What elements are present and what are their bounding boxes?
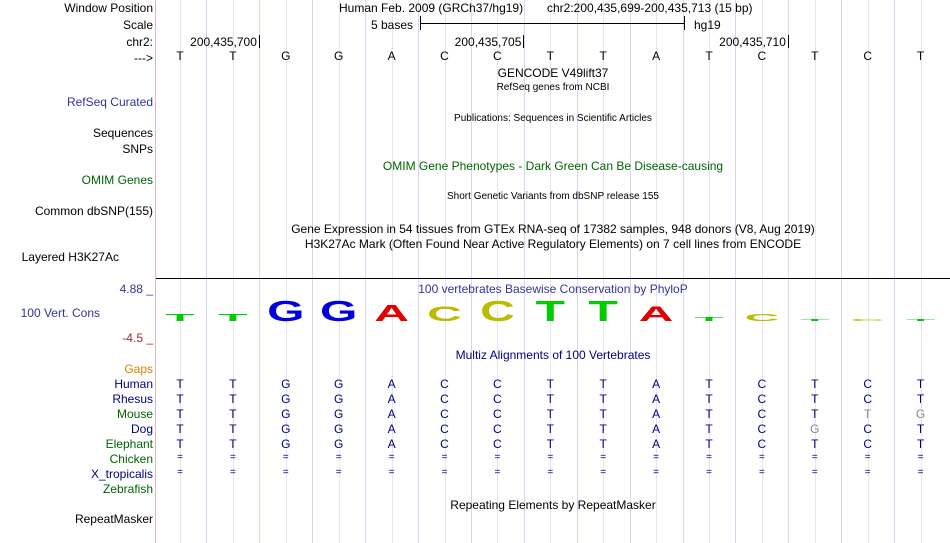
alignment-base: T <box>864 407 872 421</box>
alignment-base: T <box>916 422 925 436</box>
conservation-letter: T <box>535 298 565 328</box>
alignment-base: T <box>176 422 184 436</box>
alignment-base: = <box>864 467 871 478</box>
alignment-base: G <box>334 407 344 421</box>
alignment-base: = <box>494 467 501 478</box>
alignment-base: = <box>547 452 554 463</box>
reference-base: C <box>757 49 767 63</box>
alignment-base: T <box>705 407 713 421</box>
gridline <box>630 0 631 543</box>
species-label[interactable]: Elephant <box>105 437 153 451</box>
gridline <box>259 0 260 543</box>
repeatmasker-track-description: Repeating Elements by RepeatMasker <box>450 498 656 512</box>
conservation-letter: C <box>480 298 515 328</box>
alignment-base: T <box>546 422 554 436</box>
scale-text: 5 bases <box>371 18 414 32</box>
alignment-base: A <box>652 437 661 451</box>
alignment-base: T <box>176 392 184 406</box>
alignment-base: = <box>811 452 818 463</box>
alignment-base: C <box>440 422 449 436</box>
phylop-track-description: 100 vertebrates Basewise Conservation by PhyloP <box>418 282 688 296</box>
alignment-base: = <box>706 452 712 463</box>
window-position-label: Window Position <box>64 1 153 15</box>
conservation-logo <box>156 298 950 338</box>
alignment-base: C <box>440 437 449 451</box>
alignment-base: C <box>757 392 767 406</box>
alignment-base: = <box>282 467 289 478</box>
conservation-letter: G <box>267 298 305 328</box>
gridline <box>206 0 207 543</box>
alignment-base: G <box>915 407 926 421</box>
alignment-base: T <box>705 437 713 451</box>
alignment-base: = <box>917 467 924 478</box>
alignment-base: T <box>229 437 237 451</box>
strand-label: ---> <box>134 51 153 65</box>
species-label[interactable]: Chicken <box>109 452 153 466</box>
alignment-base: = <box>653 452 660 463</box>
alignment-base: G <box>810 422 820 436</box>
omim-track-description: OMIM Gene Phenotypes - Dark Green Can Be Disease-causing <box>382 159 724 173</box>
species-label[interactable]: Mouse <box>116 407 153 421</box>
alignment-base: T <box>229 392 237 406</box>
scale-label: Scale <box>122 18 153 32</box>
alignment-base: = <box>229 467 236 478</box>
gridline <box>312 0 313 543</box>
alignment-base: C <box>493 437 502 451</box>
alignment-base: C <box>493 392 502 406</box>
position-readout: chr2:200,435,699-200,435,713 (15 bp) <box>547 1 753 15</box>
snps-label[interactable]: SNPs <box>122 142 153 156</box>
alignment-base: T <box>599 392 607 406</box>
conservation-letter: T <box>694 315 724 323</box>
alignment-base: C <box>863 377 873 391</box>
refseq-track-label[interactable]: RefSeq Curated <box>66 95 153 109</box>
alignment-base: C <box>493 377 502 391</box>
alignment-base: T <box>229 377 237 391</box>
reference-base: T <box>705 49 713 63</box>
alignment-base: = <box>335 452 342 463</box>
conservation-letter: A <box>374 300 409 326</box>
gencode-track-title[interactable]: GENCODE V49lift37 <box>497 66 609 80</box>
alignment-base: G <box>281 377 291 391</box>
alignment-base: T <box>811 407 819 421</box>
omim-track-label[interactable]: OMIM Genes <box>81 173 153 187</box>
alignment-base: = <box>758 467 765 478</box>
coordinate-tick <box>788 35 789 48</box>
alignment-base: C <box>863 392 873 406</box>
alignment-base: = <box>335 467 342 478</box>
alignment-base: = <box>547 467 554 478</box>
alignment-base: = <box>441 467 448 478</box>
alignment-base: G <box>281 407 291 421</box>
alignment-base: T <box>176 407 184 421</box>
conservation-letter: T <box>165 312 195 324</box>
alignment-base: T <box>705 392 713 406</box>
coordinate-label: 200,435,705 <box>454 35 522 49</box>
reference-base: T <box>811 49 819 63</box>
reference-base: G <box>281 49 291 63</box>
alignment-base: T <box>916 377 925 391</box>
alignment-base: C <box>493 407 502 421</box>
conservation-letter: C <box>427 301 462 326</box>
alignment-base: A <box>387 422 396 436</box>
alignment-base: T <box>811 392 819 406</box>
conservation-letter: T <box>218 312 248 324</box>
alignment-base: = <box>706 467 712 478</box>
publications-track-description: Publications: Sequences in Scientific Articles <box>454 113 652 124</box>
alignment-base: = <box>388 452 395 463</box>
alignment-base: C <box>863 437 873 451</box>
coordinate-tick <box>259 35 260 48</box>
gtex-track-description: Gene Expression in 54 tissues from GTEx RNA-seq of 17382 samples, 948 donors (V8, Aug 2019) <box>291 222 815 236</box>
track-label-column <box>0 0 155 543</box>
alignment-base: C <box>863 422 873 436</box>
alignment-base: G <box>281 422 291 436</box>
alignment-base: T <box>916 392 925 406</box>
alignment-base: T <box>599 422 607 436</box>
alignment-base: T <box>546 407 554 421</box>
reference-base: T <box>599 49 607 63</box>
alignment-base: C <box>757 437 767 451</box>
conservation-letter: C <box>850 318 886 322</box>
h3k27ac-track-description: H3K27Ac Mark (Often Found Near Active Regulatory Elements) on 7 cell lines from ENCODE <box>304 237 802 251</box>
gridline <box>683 0 684 543</box>
alignment-base: A <box>652 377 661 391</box>
track-separator <box>156 278 950 279</box>
alignment-base: G <box>334 392 344 406</box>
scale-db: hg19 <box>694 18 721 32</box>
alignment-base: C <box>440 392 449 406</box>
reference-base: T <box>546 49 554 63</box>
sequences-label[interactable]: Sequences <box>92 126 153 140</box>
alignment-base: = <box>811 467 818 478</box>
gridline <box>735 0 736 543</box>
alignment-base: T <box>229 422 237 436</box>
species-label[interactable]: Zebrafish <box>102 482 153 496</box>
alignment-base: C <box>757 377 767 391</box>
cons-max-label: 4.88 _ <box>119 282 153 296</box>
alignment-base: A <box>387 407 396 421</box>
alignment-base: C <box>440 407 449 421</box>
alignment-base: T <box>546 377 554 391</box>
alignment-base: G <box>281 392 291 406</box>
alignment-base: T <box>705 422 713 436</box>
alignment-base: T <box>599 377 607 391</box>
common-dbsnp-track-label[interactable]: Common dbSNP(155) <box>34 204 153 218</box>
alignment-base: A <box>387 392 396 406</box>
coordinate-label: 200,435,700 <box>190 35 257 49</box>
reference-base: A <box>387 49 396 63</box>
alignment-base: T <box>546 392 554 406</box>
species-label[interactable]: Rhesus <box>112 392 153 406</box>
alignment-base: A <box>652 392 661 406</box>
alignment-base: = <box>177 467 183 478</box>
alignment-base: = <box>282 452 289 463</box>
alignment-base: T <box>811 437 819 451</box>
reference-base: T <box>229 49 237 63</box>
gridline <box>788 0 789 543</box>
conservation-letter: T <box>800 318 830 322</box>
coordinate-label: 200,435,710 <box>719 35 786 49</box>
multiz-track-description: Multiz Alignments of 100 Vertebrates <box>455 348 651 362</box>
alignment-base: T <box>811 377 819 391</box>
reference-base: T <box>916 49 925 63</box>
dbsnp-track-description: Short Genetic Variants from dbSNP release 155 <box>447 191 659 202</box>
reference-base: C <box>440 49 449 63</box>
gridline <box>471 0 472 543</box>
conservation-letter: T <box>588 298 618 328</box>
gridline <box>841 0 842 543</box>
alignment-base: = <box>388 467 395 478</box>
alignment-base: C <box>440 377 449 391</box>
alignment-base: = <box>758 452 765 463</box>
alignment-base: G <box>334 437 344 451</box>
alignment-base: = <box>864 452 871 463</box>
alignment-base: = <box>600 467 607 478</box>
alignment-base: = <box>494 452 501 463</box>
alignment-base: C <box>757 407 767 421</box>
reference-base: C <box>493 49 502 63</box>
conservation-letter: A <box>638 301 674 326</box>
alignment-base: G <box>281 437 291 451</box>
alignment-base: T <box>229 407 237 421</box>
coordinate-tick <box>523 35 524 48</box>
alignment-base: = <box>600 452 607 463</box>
alignment-base: A <box>387 437 396 451</box>
alignment-base: T <box>546 437 554 451</box>
repeatmasker-track-label[interactable]: RepeatMasker <box>74 512 153 526</box>
alignment-base: G <box>334 422 344 436</box>
gaps-label: Gaps <box>124 362 153 376</box>
scale-bar <box>420 23 684 24</box>
alignment-base: G <box>334 377 344 391</box>
cons-track-label[interactable]: 100 Vert. Cons <box>20 306 100 320</box>
reference-base: C <box>863 49 873 63</box>
scale-bar-right-cap <box>684 16 685 30</box>
species-label[interactable]: Dog <box>130 422 153 436</box>
assembly-title: Human Feb. 2009 (GRCh37/hg19) <box>339 1 524 15</box>
refseq-track-description: RefSeq genes from NCBI <box>496 82 610 93</box>
alignment-base: T <box>916 437 925 451</box>
reference-base: A <box>652 49 661 63</box>
species-label[interactable]: Human <box>114 377 153 391</box>
gridline <box>418 0 419 543</box>
gridline <box>894 0 895 543</box>
alignment-base: A <box>652 422 661 436</box>
alignment-base: A <box>387 377 396 391</box>
conservation-letter: G <box>320 298 358 328</box>
reference-base: T <box>176 49 184 63</box>
alignment-base: A <box>652 407 661 421</box>
alignment-base: = <box>917 452 924 463</box>
alignment-base: C <box>493 422 502 436</box>
species-label[interactable]: X_tropicalis <box>90 467 153 481</box>
alignment-base: T <box>705 377 713 391</box>
cons-min-label: -4.5 _ <box>122 331 153 345</box>
alignment-base: T <box>599 407 607 421</box>
alignment-base: = <box>441 452 448 463</box>
gridline <box>365 0 366 543</box>
alignment-base: = <box>177 452 183 463</box>
conservation-letter: C <box>744 312 780 324</box>
alignment-base: T <box>599 437 607 451</box>
alignment-base: C <box>757 422 767 436</box>
reference-base: G <box>334 49 344 63</box>
alignment-base: = <box>653 467 660 478</box>
alignment-base: T <box>176 377 184 391</box>
chrom-label: chr2: <box>126 35 153 49</box>
conservation-letter: T <box>905 318 936 322</box>
track-image-area[interactable] <box>156 0 950 543</box>
layered-h3k27ac-track-label[interactable]: Layered H3K27Ac <box>21 250 119 264</box>
alignment-base: T <box>176 437 184 451</box>
alignment-base: = <box>229 452 236 463</box>
